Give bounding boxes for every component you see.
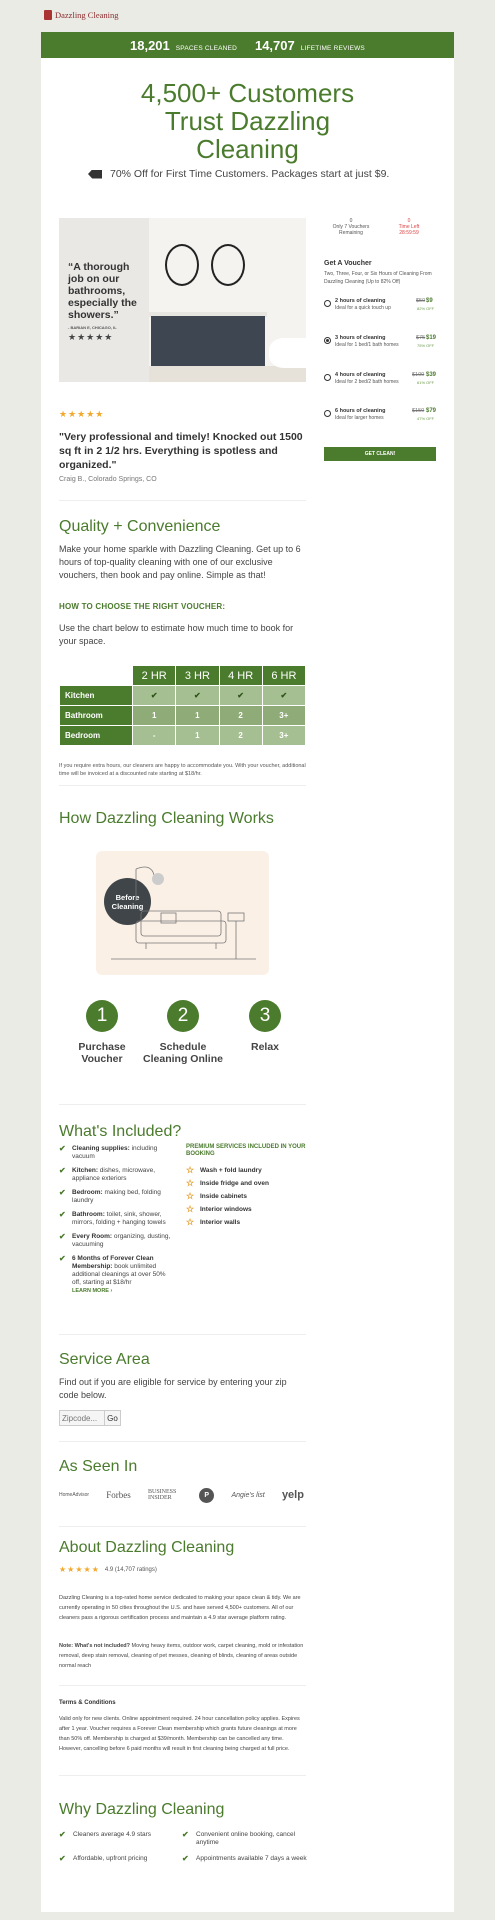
grid-cell: 2	[220, 726, 262, 745]
stat-label: SPACES CLEANED	[175, 44, 237, 52]
stat-reviews	[255, 38, 365, 53]
voucher-desc: Two, Three, Four, or Six Hours of Cleaning From Dazzling Cleaning (Up to 82% Off)	[324, 271, 432, 285]
step-schedule	[143, 1000, 223, 1065]
check-icon: ✔	[182, 1854, 189, 1863]
item-bold: Cleaning supplies:	[72, 1145, 130, 1152]
option-title: 3 hours of cleaning	[335, 335, 386, 341]
hero-photo	[59, 218, 306, 382]
item-bold: Bedroom:	[72, 1189, 103, 1196]
p-logo: P	[199, 1488, 214, 1503]
option-old-price: $75	[416, 335, 426, 341]
about-stars: ★★★★★	[59, 1565, 100, 1574]
photo-stars: ★★★★★	[68, 332, 114, 342]
item-text: dishes, microwave, appliance exteriors	[72, 1167, 156, 1182]
grid-cell: 1	[176, 706, 218, 725]
divider	[59, 1685, 306, 1686]
voucher-option[interactable]	[324, 408, 436, 428]
star-icon: ☆	[186, 1204, 195, 1214]
step-number: 3	[249, 1000, 281, 1032]
included-item	[59, 1167, 171, 1183]
grid-note: If you require extra hours, our cleaners are happy to accommodate you. With your voucher, additional time will be invoiced at a discounted rate starting at $18/hr.	[59, 763, 306, 777]
option-old-price: $100	[412, 372, 425, 378]
why-item	[182, 1831, 307, 1847]
bathtub	[269, 338, 306, 368]
option-desc: Ideal for a quick touch up	[335, 305, 391, 311]
photo-quote-author: - BARIAN E, CHICAGO, IL	[68, 325, 117, 330]
why-text: Appointments available 7 days a week	[196, 1855, 307, 1862]
option-desc: Ideal for larger homes	[335, 415, 384, 421]
why-item	[59, 1855, 169, 1863]
included-item	[59, 1189, 171, 1205]
divider	[59, 1441, 306, 1442]
grid-cell: ✔	[133, 686, 175, 705]
item-text: toilet, sink, shower, mirrors, folding + hanging towels	[72, 1211, 166, 1226]
divider	[59, 1334, 306, 1335]
included-item	[59, 1211, 171, 1227]
terms-title: Terms & Conditions	[59, 1700, 116, 1706]
hero-title-line: 4,500+ Customers	[140, 78, 355, 108]
option-title: 4 hours of cleaning	[335, 372, 386, 378]
step-number: 2	[167, 1000, 199, 1032]
grid-row-label: Kitchen	[60, 686, 132, 705]
choose-title: HOW TO CHOOSE THE RIGHT VOUCHER:	[59, 602, 226, 611]
radio-button[interactable]	[324, 300, 331, 307]
premium-item	[186, 1167, 306, 1175]
option-discount: 61% OFF	[417, 380, 435, 385]
yelp-logo: yelp	[281, 1489, 304, 1501]
divider	[59, 1526, 306, 1527]
business-insider-logo: BUSINESS INSIDER	[147, 1489, 177, 1501]
voucher-sidebar	[324, 218, 436, 463]
star-icon: ☆	[186, 1191, 195, 1201]
premium-text: Inside cabinets	[200, 1193, 247, 1200]
option-new-price: $39	[426, 372, 437, 378]
check-icon: ✔	[59, 1232, 66, 1241]
grid-row-label: Bedroom	[60, 726, 132, 745]
quality-text: Make your home sparkle with Dazzling Cleaning. Get up to 6 hours of top-quality cleaning with one of our exclusive vouchers, then book and pay online. Simple as that!	[59, 544, 301, 580]
site-header	[0, 0, 495, 32]
item-bold: Kitchen:	[72, 1167, 98, 1174]
grid-header: 3 HR	[176, 666, 218, 685]
grid-row-label: Bathroom	[60, 706, 132, 725]
homeadvisor-logo: HomeAdvisor	[59, 1492, 90, 1498]
vanity-cabinet	[151, 316, 265, 366]
option-old-price: $150	[412, 408, 425, 414]
grid-cell: 2	[220, 706, 262, 725]
terms-text: Valid only for new clients. Online appointment required. 24 hour cancellation policy applies. Expires after 1 year. Voucher requires a Forever Clean membership which grants future cleanings at more than 50% off. Membership is charged at $39/month. Membership can be cancelled any time. However, cancelling before 6 paid months will result in first cleaning being charged at full price.	[59, 1716, 300, 1752]
check-icon: ✔	[59, 1166, 66, 1175]
grid-header: 6 HR	[263, 666, 305, 685]
option-new-price: $19	[426, 335, 437, 341]
step-label: Purchase Voucher	[78, 1041, 126, 1065]
grid-cell: ✔	[263, 686, 305, 705]
premium-title: PREMIUM SERVICES INCLUDED IN YOUR BOOKING	[186, 1144, 306, 1157]
premium-item	[186, 1180, 306, 1188]
check-icon: ✔	[59, 1188, 66, 1197]
about-rating	[59, 1565, 157, 1574]
option-desc: Ideal for 2 bed/2 bath homes	[335, 379, 399, 385]
divider	[59, 1775, 306, 1776]
angies-list-logo: Angie's list	[231, 1491, 265, 1499]
option-discount: 75% OFF	[417, 343, 435, 348]
item-text: book unlimited additional cleanings at over 50% off, starting at $18/hr	[72, 1263, 166, 1286]
stat-spaces	[130, 38, 237, 53]
grid-cell: 3+	[263, 706, 305, 725]
premium-item	[186, 1193, 306, 1201]
offer-text: 70% Off for First Time Customers. Packages start at just $9.	[110, 168, 390, 180]
counters	[324, 218, 436, 236]
grid-cell: 3+	[263, 726, 305, 745]
grid-cell: 1	[133, 706, 175, 725]
check-icon: ✔	[59, 1854, 66, 1863]
vouchers-count: 0	[349, 218, 353, 224]
get-clean-button[interactable]: GET CLEAN!	[324, 447, 436, 461]
vouchers-remaining	[324, 218, 378, 236]
radio-button-selected[interactable]	[324, 337, 331, 344]
why-text: Cleaners average 4.9 stars	[73, 1831, 152, 1838]
step-number: 1	[86, 1000, 118, 1032]
stats-bar	[41, 32, 454, 58]
included-item	[59, 1145, 171, 1161]
review-stars: ★★★★★	[59, 409, 105, 419]
star-icon: ☆	[186, 1165, 195, 1175]
grid-cell: ✔	[176, 686, 218, 705]
radio-button[interactable]	[324, 374, 331, 381]
option-discount: 47% OFF	[417, 416, 435, 421]
note-text: Moving heavy items, outdoor work, carpet cleaning, mold or infestation removal, deep stain removal, cleaning of pet messes, cleaning of blinds, cleaning of areas outside normal reach	[59, 1643, 304, 1669]
grid-cell: ✔	[220, 686, 262, 705]
star-icon: ☆	[186, 1178, 195, 1188]
item-text: making bed, folding laundry	[72, 1189, 161, 1204]
choose-text: Use the chart below to estimate how much time to book for your space.	[59, 623, 294, 646]
check-icon: ✔	[59, 1254, 66, 1263]
logo-text: Dazzling Cleaning	[55, 10, 119, 20]
vouchers-label: Only 7 Vouchers Remaining	[332, 224, 370, 236]
voucher-option[interactable]	[324, 298, 436, 318]
hero-title	[120, 79, 375, 163]
item-bold: Bathroom:	[72, 1211, 105, 1218]
about-title: About Dazzling Cleaning	[59, 1539, 235, 1556]
premium-text: Interior windows	[200, 1206, 252, 1213]
divider	[59, 1104, 306, 1105]
time-left	[382, 218, 436, 236]
grid-header: 4 HR	[220, 666, 262, 685]
item-text: organizing, dusting, vacuuming	[72, 1233, 171, 1248]
how-title: How Dazzling Cleaning Works	[59, 810, 274, 827]
check-icon: ✔	[59, 1144, 66, 1153]
divider	[59, 500, 306, 501]
mirror-left	[165, 244, 199, 286]
radio-button[interactable]	[324, 410, 331, 417]
quality-title: Quality + Convenience	[59, 518, 221, 535]
item-bold: Every Room:	[72, 1233, 113, 1240]
before-cleaning-badge: Before Cleaning	[104, 878, 151, 925]
voucher-option[interactable]	[324, 372, 436, 392]
option-title: 6 hours of cleaning	[335, 408, 386, 414]
included-item	[59, 1255, 171, 1295]
about-note	[59, 1641, 306, 1671]
review-author: Craig B., Colorado Springs, CO	[59, 476, 157, 483]
check-icon: ✔	[59, 1830, 66, 1839]
grid-row	[60, 726, 305, 745]
included-title: What's Included?	[59, 1123, 182, 1140]
press-logos	[59, 1485, 304, 1505]
item-text: including vacuum	[72, 1145, 158, 1160]
grid-row	[60, 686, 305, 705]
why-text: Affordable, upfront pricing	[73, 1855, 148, 1862]
stat-label: LIFETIME REVIEWS	[300, 44, 365, 52]
why-title: Why Dazzling Cleaning	[59, 1801, 225, 1818]
divider	[59, 785, 306, 786]
included-item	[59, 1233, 171, 1249]
sofa-icon	[96, 851, 269, 975]
stat-number: 14,707	[254, 37, 295, 53]
quote-panel	[59, 218, 149, 382]
included-list	[59, 1145, 171, 1301]
photo-quote: “A thorough job on our bathrooms, especially the showers.”	[68, 261, 137, 321]
about-rating-text: 4.9 (14,707 ratings)	[104, 1566, 157, 1573]
tag-icon	[88, 170, 102, 179]
grid-corner	[60, 666, 132, 685]
living-room-illustration	[96, 851, 269, 975]
time-label: Time Left	[398, 224, 420, 230]
item-bold: 6 Months of Forever Clean Membership:	[72, 1255, 154, 1270]
check-icon: ✔	[59, 1210, 66, 1219]
grid-header: 2 HR	[133, 666, 175, 685]
option-title: 2 hours of cleaning	[335, 298, 386, 304]
option-desc: Ideal for 1 bed/1 bath homes	[335, 342, 399, 348]
mirror-right	[211, 244, 245, 286]
review-text: "Very professional and timely! Knocked out 1500 sq ft in 2 1/2 hrs. Everything is spotless and organized."	[59, 431, 303, 471]
grid-row	[60, 706, 305, 725]
service-text: Find out if you are eligible for service by entering your zip code below.	[59, 1377, 287, 1400]
option-old-price: $50	[416, 298, 426, 304]
voucher-title: Get A Voucher	[324, 260, 372, 267]
option-new-price: $79	[426, 408, 437, 414]
premium-list	[186, 1144, 306, 1232]
voucher-option[interactable]	[324, 335, 436, 355]
offer-line	[88, 168, 418, 180]
countdown-timer: 28:59:59	[399, 230, 419, 236]
note-label: Note: What's not included?	[59, 1643, 130, 1649]
zip-go-button[interactable]: Go	[104, 1410, 121, 1426]
logo-icon	[44, 10, 52, 20]
about-paragraph: Dazzling Cleaning is a top-rated home service dedicated to making your space clean & tidy. We are currently operating in 50 cities throughout the U.S. and have served 4,500+ customers. All of our cleaners pass a rigorous certification process and maintain a 4.9 star average platform rating.	[59, 1595, 301, 1621]
stat-number: 18,201	[130, 37, 170, 53]
learn-more-link[interactable]: LEARN MORE ›	[72, 1288, 113, 1294]
hero-title-line: Trust Dazzling	[164, 106, 331, 136]
voucher-grid	[59, 665, 306, 746]
why-item	[182, 1855, 307, 1863]
premium-text: Interior walls	[200, 1219, 241, 1226]
step-purchase	[62, 1000, 142, 1065]
floor	[149, 366, 306, 382]
grid-cell: -	[133, 726, 175, 745]
premium-item	[186, 1219, 306, 1227]
option-discount: 82% OFF	[417, 306, 435, 311]
premium-text: Inside fridge and oven	[200, 1180, 269, 1187]
time-count: 0	[407, 218, 411, 224]
check-icon: ✔	[182, 1830, 189, 1839]
hero-title-line: Cleaning	[196, 134, 299, 164]
why-text: Convenient online booking, cancel anytime	[196, 1831, 296, 1846]
forbes-logo: Forbes	[106, 1490, 131, 1500]
logo[interactable]	[44, 10, 119, 20]
star-icon: ☆	[186, 1217, 195, 1227]
premium-text: Wash + fold laundry	[200, 1167, 262, 1174]
grid-cell: 1	[176, 726, 218, 745]
option-new-price: $9	[426, 298, 433, 304]
why-item	[59, 1831, 169, 1839]
service-title: Service Area	[59, 1351, 150, 1368]
step-label: Relax	[250, 1041, 280, 1053]
seen-title: As Seen In	[59, 1458, 138, 1475]
premium-item	[186, 1206, 306, 1214]
step-relax	[225, 1000, 305, 1053]
step-label: Schedule Cleaning Online	[143, 1041, 223, 1065]
bathroom-image	[149, 218, 306, 382]
